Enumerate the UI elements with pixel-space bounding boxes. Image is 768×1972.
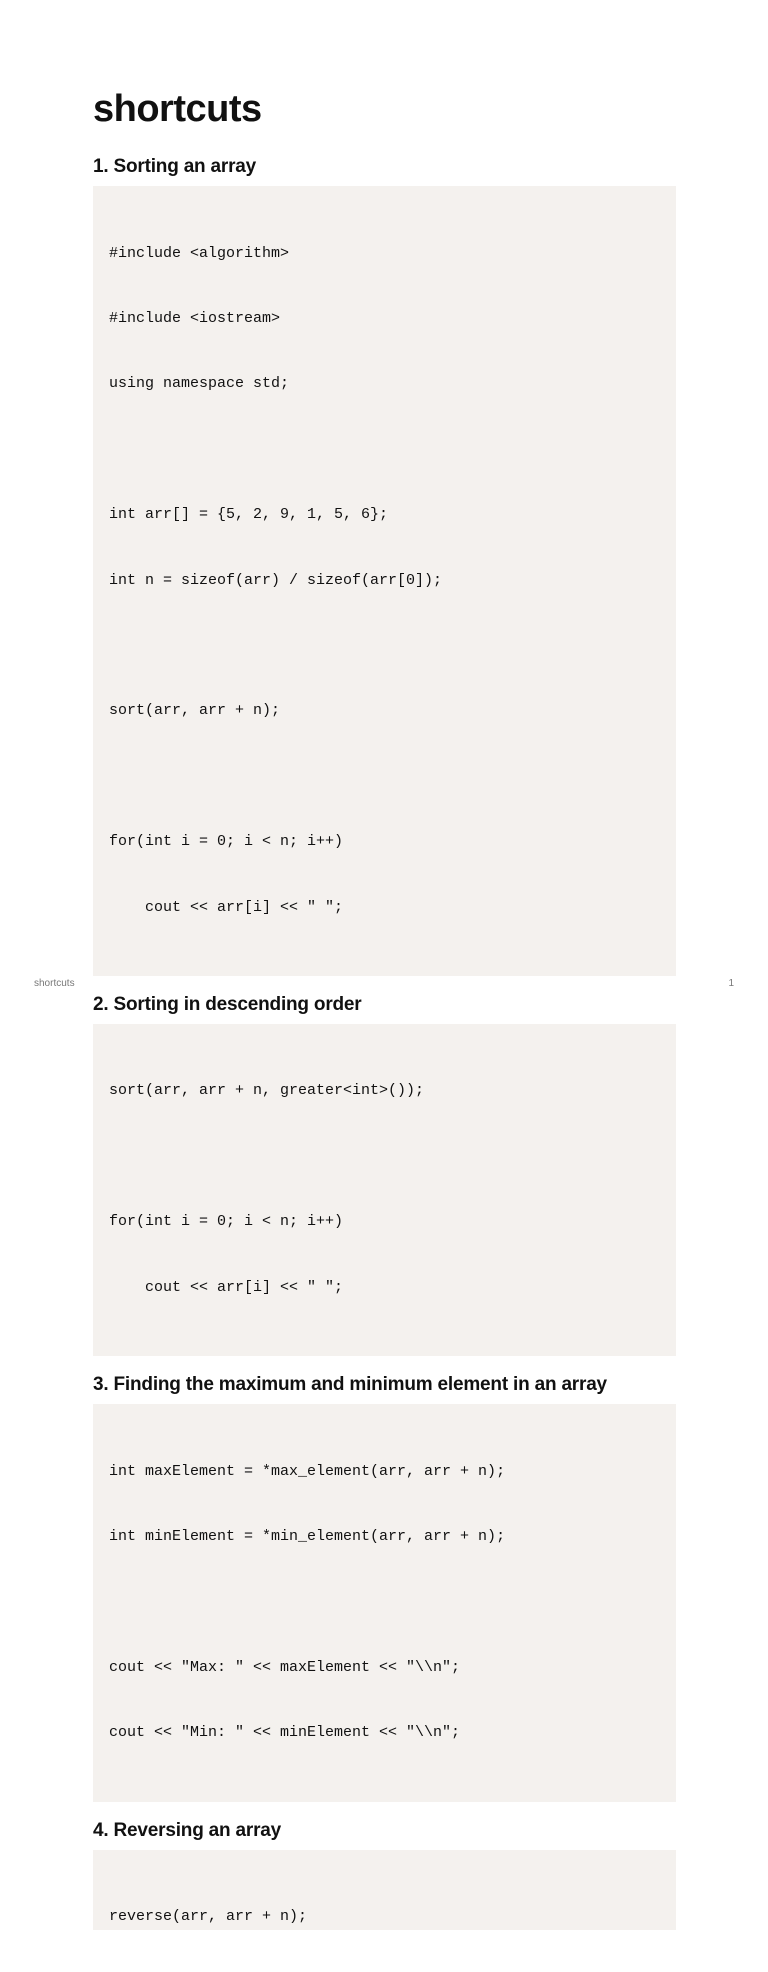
code-line: sort(arr, arr + n, greater<int>()); bbox=[109, 1082, 425, 1100]
code-line bbox=[109, 1591, 660, 1613]
footer-page-number: 1 bbox=[728, 978, 734, 989]
code-line: int n = sizeof(arr) / sizeof(arr[0]); bbox=[109, 571, 443, 589]
code-block-max-min bbox=[93, 1404, 676, 1802]
code-line bbox=[109, 766, 660, 788]
section-heading-descending: 2. Sorting in descending order bbox=[93, 993, 362, 1015]
code-line: for(int i = 0; i < n; i++) bbox=[109, 1213, 344, 1231]
code-line bbox=[109, 635, 660, 657]
code-block-descending bbox=[93, 1024, 676, 1356]
section-heading-max-min: 3. Finding the maximum and minimum element in an array bbox=[93, 1374, 607, 1396]
section-heading-sorting: 1. Sorting an array bbox=[93, 156, 257, 177]
code-line bbox=[109, 1146, 660, 1168]
code-line: for(int i = 0; i < n; i++) bbox=[109, 833, 344, 851]
code-line: #include <iostream> bbox=[109, 309, 281, 327]
code-line: cout << "Min: " << minElement << "\\n"; bbox=[109, 1724, 461, 1742]
document-page bbox=[93, 86, 676, 1947]
code-line: int minElement = *min_element(arr, arr + n); bbox=[109, 1528, 506, 1546]
footer-document-name: shortcuts bbox=[34, 978, 75, 989]
code-line: #include <algorithm> bbox=[109, 244, 290, 262]
code-line: int maxElement = *max_element(arr, arr + n); bbox=[109, 1462, 506, 1480]
section-heading-reverse: 4. Reversing an array bbox=[93, 1819, 282, 1841]
code-block-reverse bbox=[93, 1850, 676, 1930]
code-line: cout << "Max: " << maxElement << "\\n"; bbox=[109, 1658, 461, 1676]
code-line bbox=[109, 439, 660, 461]
code-line: cout << arr[i] << " "; bbox=[109, 898, 344, 916]
code-line: sort(arr, arr + n); bbox=[109, 702, 281, 720]
code-line: using namespace std; bbox=[109, 375, 290, 393]
page-title: shortcuts bbox=[93, 88, 262, 130]
code-line: int arr[] = {5, 2, 9, 1, 5, 6}; bbox=[109, 506, 389, 524]
code-line: reverse(arr, arr + n); bbox=[109, 1908, 308, 1926]
code-block-sorting bbox=[93, 186, 676, 976]
code-line: cout << arr[i] << " "; bbox=[109, 1278, 344, 1296]
